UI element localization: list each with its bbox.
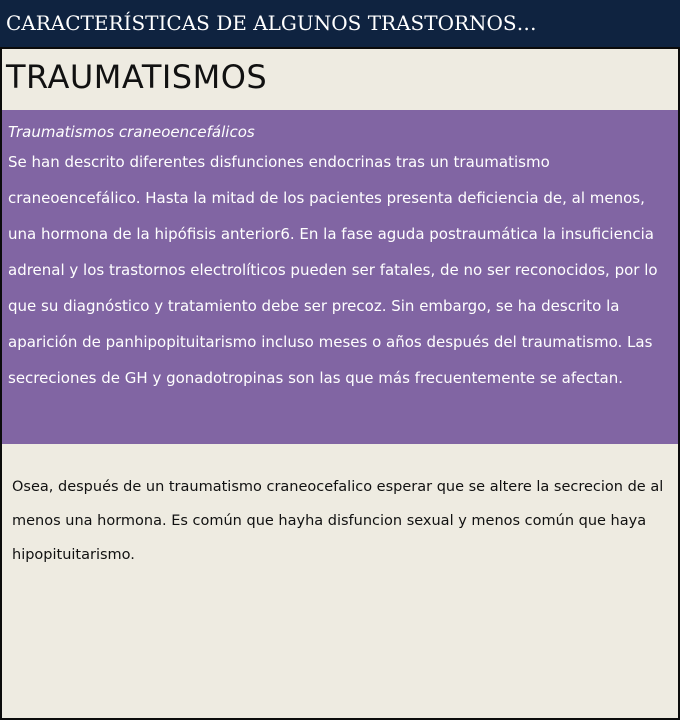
notes-text: Osea, después de un traumatismo craneocefalico esperar que se altere la secrecion de al menos una hormona. Es común que hayha disfuncion sexual y menos común que haya hipopituitarismo.	[12, 479, 664, 563]
slide-title-bar: CARACTERÍSTICAS DE ALGUNOS TRASTORNOS…	[0, 0, 680, 47]
slide-heading: TRAUMATISMOS	[6, 58, 268, 96]
content-panel	[2, 110, 678, 444]
section-subtitle: Traumatismos craneoencefálicos	[8, 123, 255, 141]
section-body: Se han descrito diferentes disfunciones endocrinas tras un traumatismo craneoencefálico. Hasta la mitad de los pacientes presenta deficiencia de, al menos, una hormona de la hipófisis anterior6. En la fase aguda postraumática la insuficiencia adrenal y los trastornos electrolíticos pueden ser fatales, de no ser reconocidos, por lo que su diagnóstico y tratamiento debe ser precoz. Sin embargo, se ha descrito la aparición de panhipopituitarismo incluso meses o años después del traumatismo. Las secreciones de GH y gonadotropinas son las que más frecuentemente se afectan.	[8, 153, 658, 387]
